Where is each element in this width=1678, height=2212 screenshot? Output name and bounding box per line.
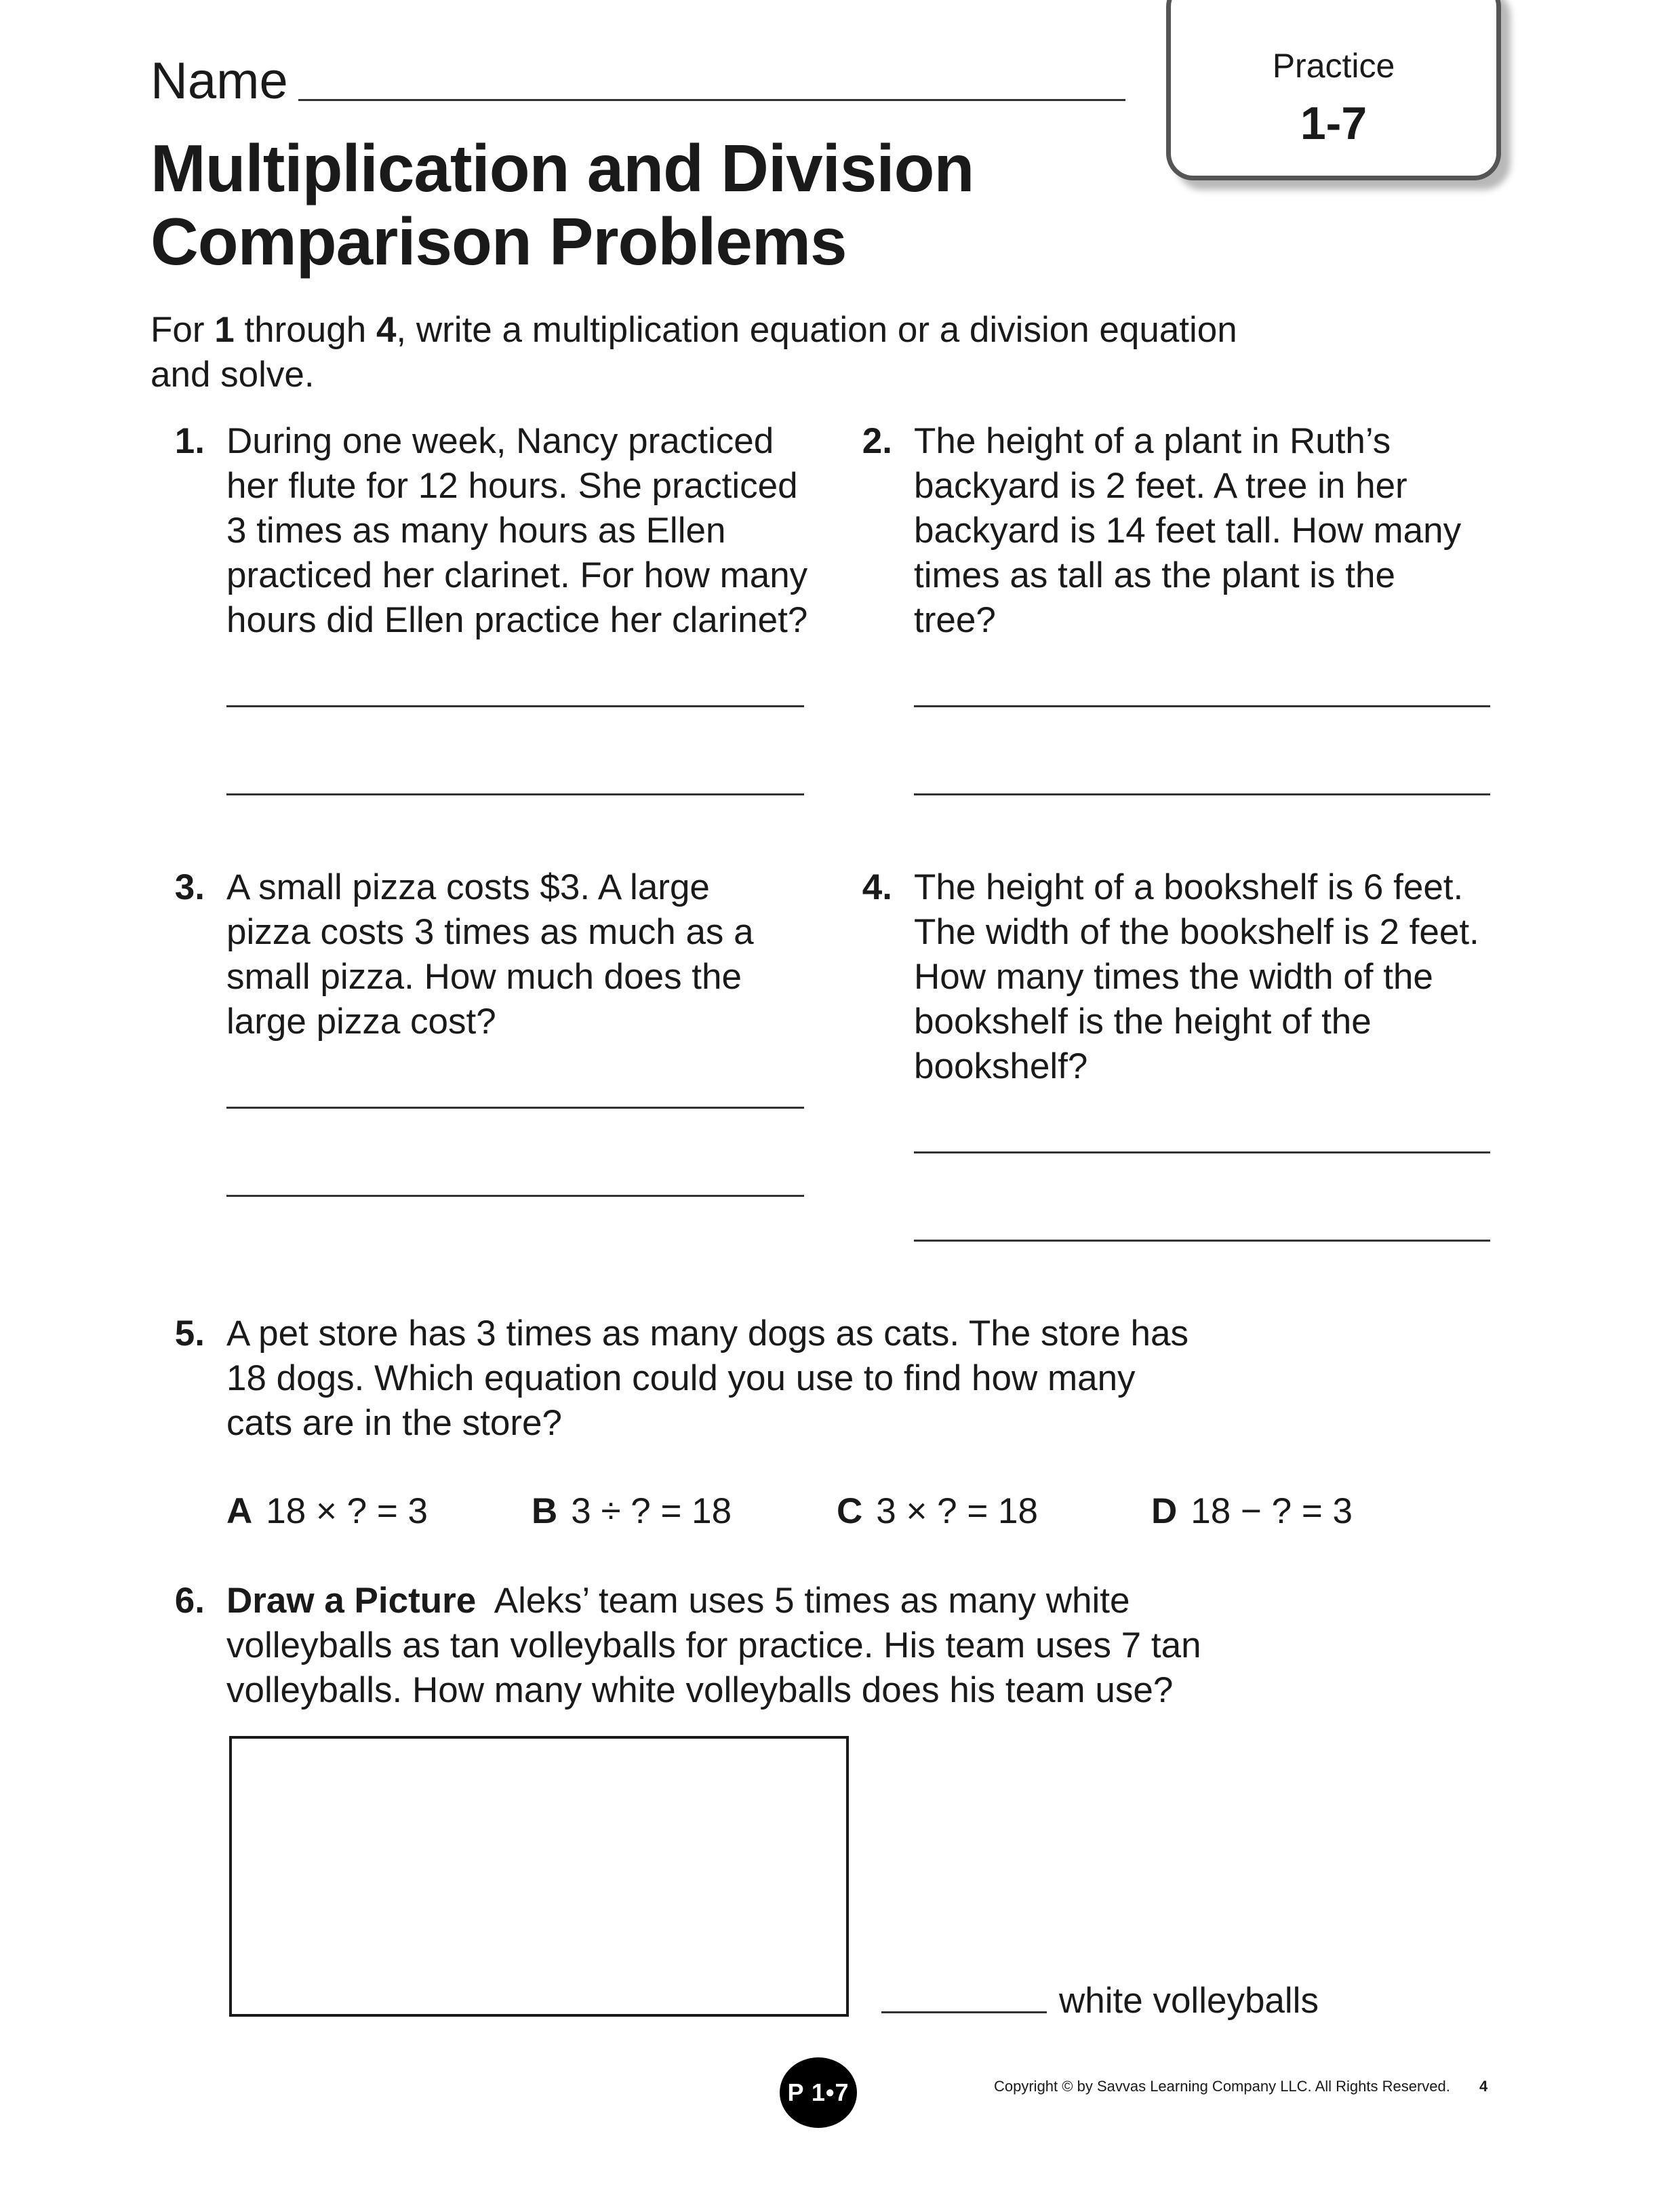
problem-6-number: 6. (174, 1581, 205, 1621)
problem-4-line: The width of the bookshelf is 2 feet. (914, 912, 1479, 952)
drawing-area[interactable] (229, 1736, 849, 2017)
problem-1-text (226, 419, 837, 643)
problem-2-answer-line-2[interactable] (914, 793, 1490, 795)
problem-4-text (914, 865, 1524, 1089)
problem-2-line: backyard is 14 feet tall. How many (914, 511, 1462, 551)
choice-a[interactable] (226, 1489, 428, 1534)
choice-letter: B (532, 1491, 558, 1531)
problem-2-line: backyard is 2 feet. A tree in her (914, 466, 1407, 506)
problem-2-text (914, 419, 1524, 643)
practice-number: 1-7 (1300, 98, 1367, 149)
problem-1-number: 1. (174, 421, 205, 461)
problem-3-answer-line-2[interactable] (226, 1195, 804, 1197)
problem-3-text (226, 865, 837, 1044)
copyright-text: Copyright © by Savvas Learning Company LLC. All Rights Reserved. (994, 2078, 1450, 2095)
problem-4-line: How many times the width of the (914, 957, 1433, 997)
problem-6-text (226, 1579, 1447, 1713)
problem-6-answer-label: white volleyballs (1059, 1981, 1319, 2021)
choice-letter: A (226, 1491, 253, 1531)
name-label: Name (151, 52, 288, 110)
choice-text: 3 × ? = 18 (876, 1491, 1038, 1531)
title-line-2: Comparison Problems (151, 204, 847, 279)
problem-2-number: 2. (862, 421, 892, 461)
problem-5-text (226, 1311, 1447, 1446)
choice-b[interactable] (532, 1489, 732, 1534)
problem-1-answer-line-2[interactable] (226, 793, 804, 795)
choice-text: 18 × ? = 3 (266, 1491, 428, 1531)
page-number: 4 (1479, 2078, 1488, 2095)
choice-c[interactable] (837, 1489, 1038, 1534)
page-title (151, 132, 974, 278)
problem-2-line: tree? (914, 600, 996, 640)
instr-text-2: through (234, 310, 376, 350)
problem-5-line: A pet store has 3 times as many dogs as cats. The store has (226, 1314, 1188, 1354)
name-answer-line[interactable] (298, 99, 1125, 101)
practice-tab (1166, 0, 1501, 180)
problem-3-line: small pizza. How much does the (226, 957, 742, 997)
instr-text-3: , write a multiplication equation or a division equation and solve. (151, 310, 1237, 395)
instr-bold-2: 4 (376, 310, 397, 350)
problem-3-line: A small pizza costs $3. A large (226, 867, 710, 907)
choice-d[interactable] (1151, 1489, 1353, 1534)
problem-5-number: 5. (174, 1314, 205, 1354)
instr-bold-1: 1 (214, 310, 235, 350)
choice-text: 3 ÷ ? = 18 (571, 1491, 732, 1531)
choice-letter: D (1151, 1491, 1178, 1531)
choice-text: 18 − ? = 3 (1191, 1491, 1353, 1531)
problem-5-line: 18 dogs. Which equation could you use to find how many (226, 1358, 1136, 1398)
problem-6-line: volleyballs as tan volleyballs for practice. His team uses 7 tan (226, 1625, 1201, 1665)
choice-letter: C (837, 1491, 863, 1531)
problem-4-answer-line-2[interactable] (914, 1240, 1490, 1242)
problem-3-line: large pizza cost? (226, 1002, 496, 1042)
problem-1-line: her flute for 12 hours. She practiced (226, 466, 798, 506)
problem-6-line: Aleks’ team uses 5 times as many white (494, 1581, 1130, 1621)
problem-2-answer-line-1[interactable] (914, 705, 1490, 707)
problem-4-line: The height of a bookshelf is 6 feet. (914, 867, 1464, 907)
instr-text-1: For (151, 310, 215, 350)
problem-2-line: times as tall as the plant is the (914, 555, 1395, 595)
instructions (151, 308, 1303, 397)
problem-4-answer-line-1[interactable] (914, 1151, 1490, 1153)
problem-3-number: 3. (174, 867, 205, 907)
problem-4-number: 4. (862, 867, 892, 907)
problem-1-line: During one week, Nancy practiced (226, 421, 774, 461)
problem-2-line: The height of a plant in Ruth’s (914, 421, 1391, 461)
problem-4-line: bookshelf is the height of the (914, 1002, 1372, 1042)
problem-1-line: hours did Ellen practice her clarinet? (226, 600, 808, 640)
practice-label: Practice (1272, 47, 1395, 85)
problem-6-line: volleyballs. How many white volleyballs does his team use? (226, 1670, 1174, 1710)
title-line-1: Multiplication and Division (151, 131, 974, 205)
problem-4-line: bookshelf? (914, 1046, 1088, 1086)
page-badge: P 1•7 (780, 2057, 857, 2128)
problem-6-answer-line[interactable] (881, 2011, 1047, 2013)
problem-1-line: 3 times as many hours as Ellen (226, 511, 726, 551)
problem-3-line: pizza costs 3 times as much as a (226, 912, 754, 952)
problem-6-lead: Draw a Picture (226, 1581, 477, 1621)
problem-3-answer-line-1[interactable] (226, 1107, 804, 1109)
problem-1-answer-line-1[interactable] (226, 705, 804, 707)
problem-1-line: practiced her clarinet. For how many (226, 555, 808, 595)
problem-5-line: cats are in the store? (226, 1403, 562, 1443)
